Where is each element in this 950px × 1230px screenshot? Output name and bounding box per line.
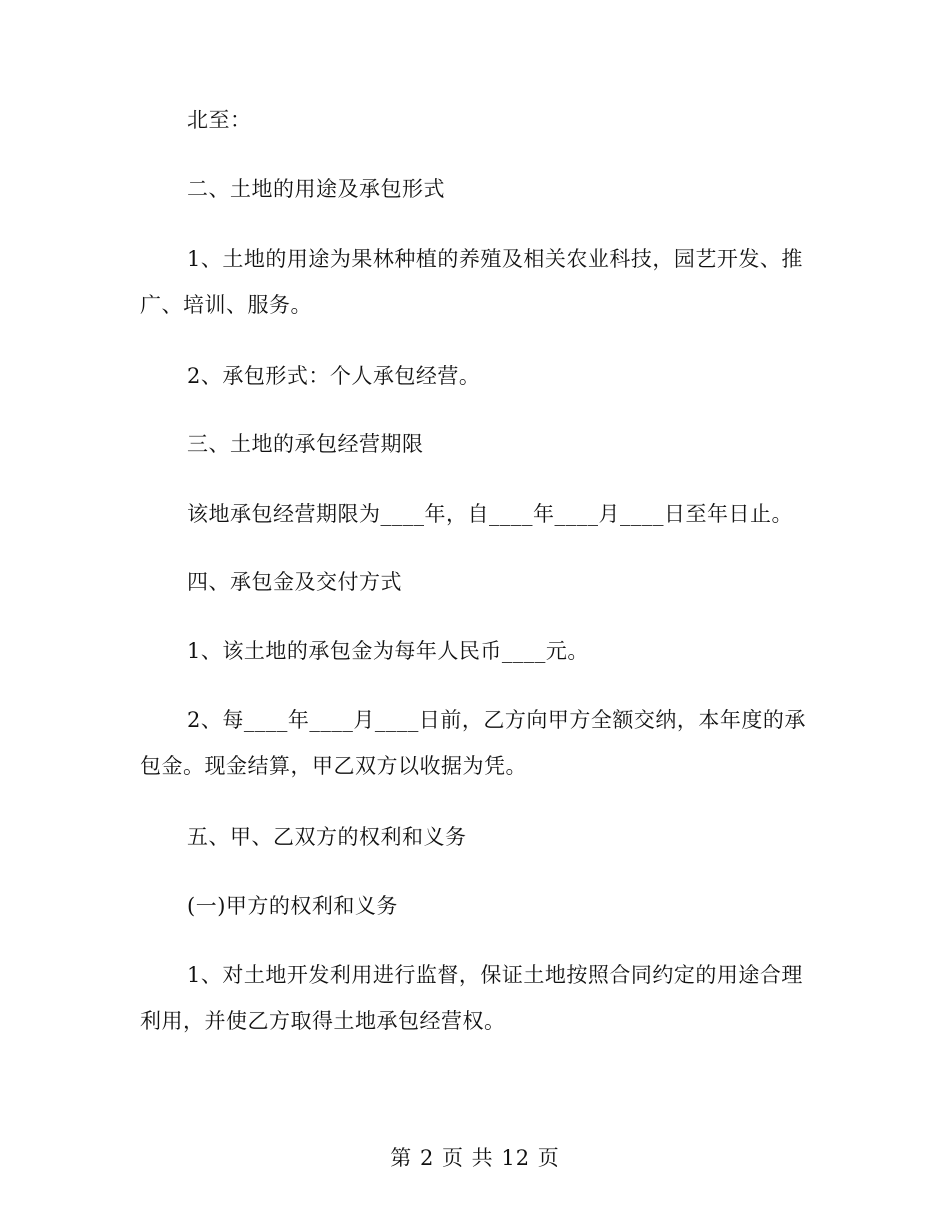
page-footer: 第 2 页 共 12 页 (390, 1146, 560, 1170)
heading-party-a-rights: (一)甲方的权利和义务 (187, 894, 398, 918)
paragraph-land-use-purpose: 1、土地的用途为果林种植的养殖及相关农业科技，园艺开发、推广、培训、服务。 (140, 247, 803, 317)
heading-contract-term: 三、土地的承包经营期限 (187, 432, 424, 456)
heading-rights-obligations: 五、甲、乙双方的权利和义务 (187, 825, 467, 849)
heading-payment: 四、承包金及交付方式 (187, 570, 402, 594)
paragraph-supervision: 1、对土地开发利用进行监督，保证土地按照合同约定的用途合理利用，并使乙方取得土地承包经营权。 (140, 963, 803, 1033)
paragraph-term-period: 该地承包经营期限为____年，自____年____月____日至年日止。 (187, 502, 793, 526)
heading-land-use: 二、土地的用途及承包形式 (187, 177, 445, 201)
paragraph-annual-fee: 1、该土地的承包金为每年人民币____元。 (187, 639, 589, 663)
paragraph-payment-date: 2、每____年____月____日前，乙方向甲方全额交纳，本年度的承包金。现金结算，甲乙双方以收据为凭。 (140, 708, 806, 778)
paragraph-contract-form: 2、承包形式：个人承包经营。 (187, 364, 481, 388)
paragraph-north-boundary: 北至： (187, 108, 252, 132)
